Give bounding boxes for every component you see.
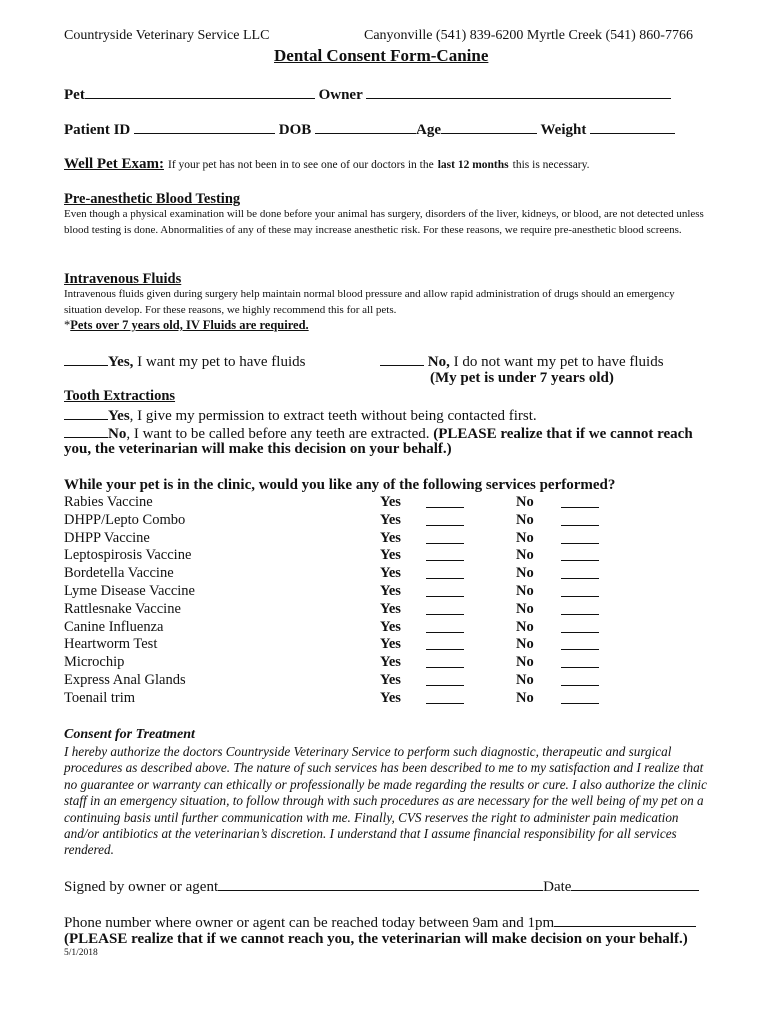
practice-phones: Canyonville (541) 839-6200 Myrtle Creek (541) 860-7766 [364, 28, 693, 43]
practice-name: Countryside Veterinary Service LLC [64, 28, 270, 43]
service-yes-blank[interactable] [426, 596, 464, 597]
well-pet-text-a: If your pet has not been in to see one of our doctors in the [167, 159, 434, 171]
service-no-label: No [516, 636, 534, 653]
service-name: DHPP Vaccine [64, 529, 150, 546]
service-yes-blank[interactable] [426, 667, 464, 668]
patient-field-row [64, 119, 675, 139]
tooth-title: Tooth Extractions [64, 388, 176, 404]
service-no-label: No [516, 565, 534, 582]
service-no-label: No [516, 672, 534, 688]
services-question: While your pet is in the clinic, would you like any of the following services performed? [64, 477, 616, 493]
service-name: Express Anal Glands [64, 672, 186, 688]
date-input[interactable] [571, 876, 699, 891]
well-pet-text-b: this is necessary. [512, 159, 590, 171]
service-row [64, 512, 624, 530]
service-yes-blank[interactable] [426, 560, 464, 561]
phone-label: Phone number where owner or agent can be reached today between 9am and 1pm [64, 915, 555, 931]
service-no-label: No [516, 600, 534, 617]
service-yes-label: Yes [380, 689, 401, 706]
service-yes-label: Yes [380, 529, 401, 546]
tooth-yes-text: , I give my permission to extract teeth without being contacted first. [129, 408, 537, 424]
service-yes-blank[interactable] [426, 543, 464, 544]
service-no-label: No [516, 529, 534, 546]
service-no-blank[interactable] [561, 685, 599, 686]
service-no-label: No [516, 654, 534, 671]
service-name: Canine Influenza [64, 618, 164, 635]
tooth-no-text: , I want to be called before any teeth are extracted. [126, 426, 430, 442]
dob-label: DOB [278, 122, 312, 138]
service-yes-label: Yes [380, 600, 401, 617]
service-no-blank[interactable] [561, 507, 599, 508]
tooth-yes-bold: Yes [108, 408, 130, 424]
tooth-yes-option[interactable] [64, 405, 537, 425]
date-label: Date [543, 879, 572, 895]
service-no-label: No [516, 511, 534, 528]
pet-label: Pet [64, 87, 85, 103]
pet-field-row [64, 84, 671, 104]
iv-yes-blank[interactable] [64, 351, 108, 366]
well-pet-text-bold: last 12 months [437, 159, 509, 171]
iv-yes-option[interactable] [64, 351, 305, 371]
signed-label: Signed by owner or agent [64, 879, 219, 895]
form-version-date: 5/1/2018 [64, 948, 98, 958]
weight-input[interactable] [590, 119, 675, 134]
service-no-blank[interactable] [561, 543, 599, 544]
service-no-blank[interactable] [561, 578, 599, 579]
service-no-label: No [516, 583, 534, 599]
service-yes-label: Yes [380, 583, 401, 599]
service-no-blank[interactable] [561, 632, 599, 633]
service-name: Lyme Disease Vaccine [64, 583, 195, 599]
iv-no-text: I do not want my pet to have fluids [453, 354, 664, 370]
service-no-blank[interactable] [561, 614, 599, 615]
phone-warning: (PLEASE realize that if we cannot reach you, the veterinarian will make decision on your behalf.) [64, 931, 688, 947]
service-yes-blank[interactable] [426, 632, 464, 633]
iv-note-star: * [64, 318, 71, 332]
signature-input[interactable] [218, 876, 543, 891]
service-yes-blank[interactable] [426, 525, 464, 526]
tooth-no-blank[interactable] [64, 423, 108, 438]
service-name: Bordetella Vaccine [64, 565, 174, 582]
patient-id-label: Patient ID [64, 122, 131, 138]
iv-fluids-note [64, 318, 309, 333]
service-name: Leptospirosis Vaccine [64, 547, 192, 564]
service-yes-label: Yes [380, 654, 401, 671]
service-row [64, 494, 624, 512]
tooth-yes-blank[interactable] [64, 405, 108, 420]
service-row [64, 547, 624, 565]
service-name: Rattlesnake Vaccine [64, 600, 181, 617]
service-yes-blank[interactable] [426, 685, 464, 686]
service-row [64, 672, 624, 690]
tooth-no-bold: No [108, 426, 127, 442]
dob-input[interactable] [315, 119, 416, 134]
age-input[interactable] [441, 119, 537, 134]
consent-body: I hereby authorize the doctors Countryside Veterinary Service to perform such diagnostic, therapeutic and surgical procedures as described above. The nature of such services has been described to me to my satisfaction and I realize that no guarantee or warranty can ethically or professionally be made regarding the results or cure. I also authorize the clinic staff in an emergency situation, to follow through with such procedures as are necessary for the well being of my pet on a continuing basis until further communication with me. Finally, CVS reserves the right to administer pain medication and/or antibiotics at the veterinarian’s discretion. I understand that I assume financial responsibility for all services rendered. [64, 744, 707, 858]
iv-yes-text: I want my pet to have fluids [137, 354, 306, 370]
service-yes-blank[interactable] [426, 614, 464, 615]
well-pet-exam [64, 155, 590, 173]
phone-row [64, 912, 696, 932]
service-yes-label: Yes [380, 494, 401, 510]
service-yes-label: Yes [380, 511, 401, 528]
service-no-blank[interactable] [561, 525, 599, 526]
iv-no-option[interactable] [380, 351, 664, 371]
service-row [64, 565, 624, 583]
iv-no-subtext: (My pet is under 7 years old) [430, 370, 614, 386]
service-row [64, 636, 624, 654]
service-no-blank[interactable] [561, 649, 599, 650]
owner-label: Owner [318, 87, 363, 103]
service-row [64, 654, 624, 672]
service-yes-label: Yes [380, 636, 401, 653]
service-name: Microchip [64, 654, 125, 671]
service-row [64, 530, 624, 548]
iv-yes-bold: Yes, [108, 354, 134, 370]
service-yes-label: Yes [380, 565, 401, 582]
well-pet-label: Well Pet Exam: [64, 156, 164, 172]
service-no-blank[interactable] [561, 667, 599, 668]
signature-row [64, 876, 699, 896]
service-no-blank[interactable] [561, 560, 599, 561]
service-row [64, 619, 624, 637]
owner-input[interactable] [366, 84, 671, 99]
tooth-no-warning-cont: you, the veterinarian will make this decision on your behalf.) [64, 441, 452, 457]
iv-fluids-body: Intravenous fluids given during surgery help maintain normal blood pressure and allow rapid administration of drugs should an emergency situation develop. For these reasons, we highly recommend this for all pets. [64, 288, 675, 316]
service-yes-blank[interactable] [426, 578, 464, 579]
service-yes-blank[interactable] [426, 507, 464, 508]
service-yes-blank[interactable] [426, 703, 464, 704]
service-no-label: No [516, 494, 534, 510]
service-no-label: No [516, 689, 534, 706]
service-no-blank[interactable] [561, 596, 599, 597]
service-no-label: No [516, 618, 534, 635]
service-name: Rabies Vaccine [64, 494, 153, 510]
service-yes-blank[interactable] [426, 649, 464, 650]
service-name: Toenail trim [64, 689, 136, 706]
service-row [64, 601, 624, 619]
service-row [64, 583, 624, 601]
tooth-no-warning: (PLEASE realize that if we cannot reach [433, 426, 693, 442]
form-title: Dental Consent Form-Canine [274, 46, 489, 65]
weight-label: Weight [540, 122, 587, 138]
tooth-no-option[interactable] [64, 423, 693, 443]
pre-anesthetic-title: Pre-anesthetic Blood Testing [64, 191, 241, 207]
service-yes-label: Yes [380, 547, 401, 564]
pre-anesthetic-body: Even though a physical examination will be done before your animal has surgery, disorders of the liver, kidneys, or blood, are not detected unless blood testing is done. Abnormalities of any of these may increase anesthetic risk. For these reasons, we require pre-anesthetic blood screens. [64, 208, 704, 236]
consent-title: Consent for Treatment [64, 727, 195, 742]
service-no-blank[interactable] [561, 703, 599, 704]
patient-id-input[interactable] [134, 119, 275, 134]
service-no-label: No [516, 547, 534, 564]
service-name: Heartworm Test [64, 636, 158, 653]
service-name: DHPP/Lepto Combo [64, 511, 186, 528]
iv-fluids-title: Intravenous Fluids [64, 271, 182, 287]
service-yes-label: Yes [380, 672, 401, 688]
iv-note-text: Pets over 7 years old, IV Fluids are required. [70, 318, 309, 332]
pet-input[interactable] [85, 84, 315, 99]
service-yes-label: Yes [380, 618, 401, 635]
service-row [64, 690, 624, 708]
iv-no-blank[interactable] [380, 351, 424, 366]
phone-input[interactable] [554, 912, 696, 927]
iv-no-bold: No, [427, 354, 450, 370]
age-label: Age [416, 122, 442, 138]
